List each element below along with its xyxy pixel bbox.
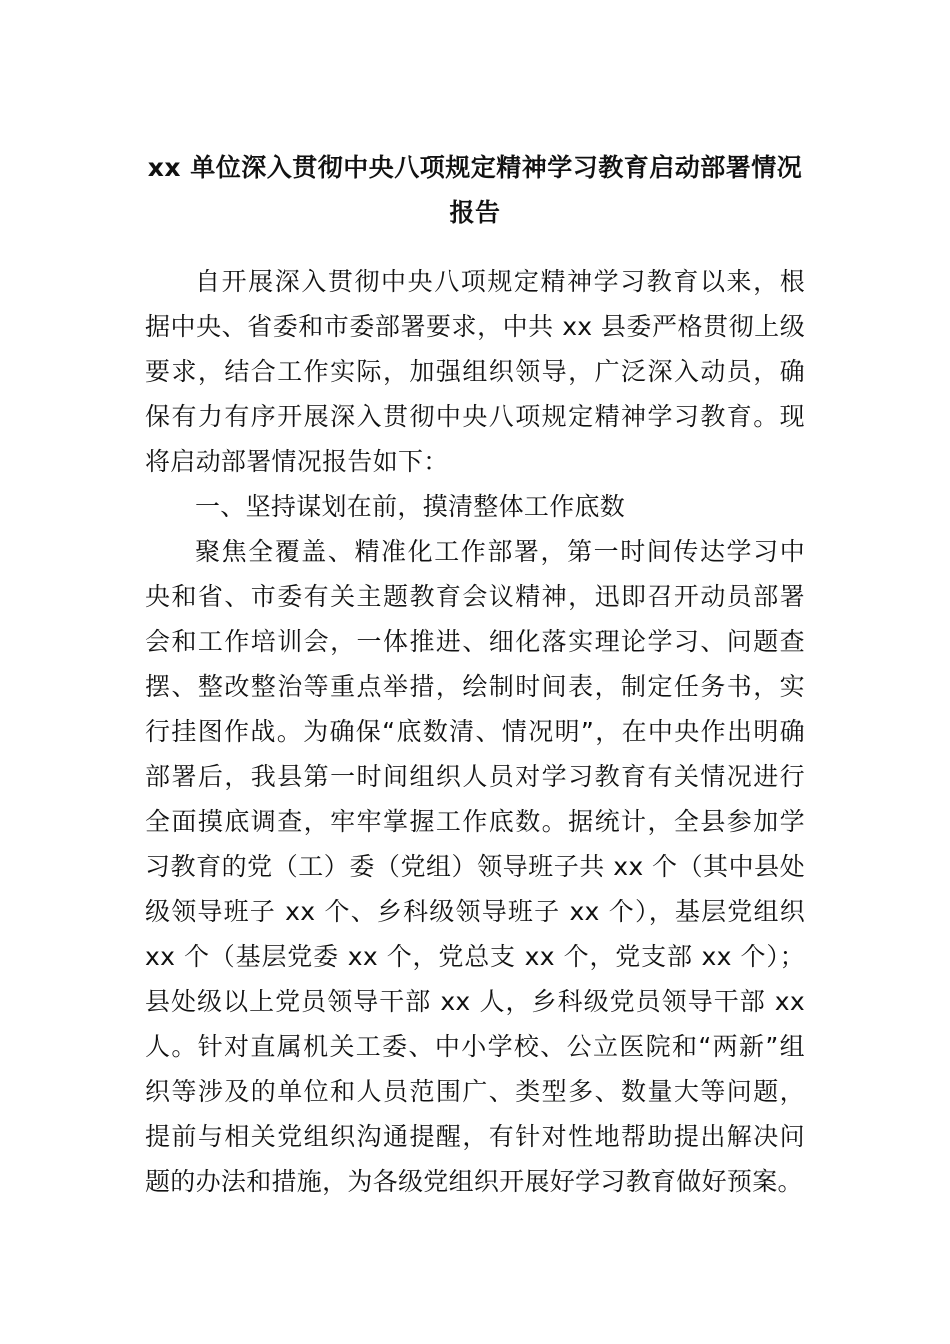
- paragraph-1-line-1: 自开展深入贯彻中央八项规定精神学习教育以来，根: [195, 267, 805, 296]
- paragraph-3-line-2: 央和省、市委有关主题教育会议精神，迅即召开动员部署: [145, 582, 805, 611]
- paragraph-3-line-9: 级领导班子 xx 个、乡科级领导班子 xx 个），基层党组织: [145, 897, 805, 926]
- paragraph-3-line-4: 摆、整改整治等重点举措，绘制时间表，制定任务书，实: [145, 672, 805, 701]
- paragraph-3-line-12: 人。针对直属机关工委、中小学校、公立医院和“两新”组: [145, 1032, 805, 1061]
- section-heading-1: 一、坚持谋划在前，摸清整体工作底数: [195, 492, 626, 521]
- paragraph-3-line-6: 部署后，我县第一时间组织人员对学习教育有关情况进行: [145, 762, 805, 791]
- paragraph-3-line-11: 县处级以上党员领导干部 xx 人，乡科级党员领导干部 xx: [145, 987, 805, 1016]
- paragraph-3-line-7: 全面摸底调查，牢牢掌握工作底数。据统计，全县参加学: [145, 807, 805, 836]
- document-title-line-2: 报告: [449, 198, 501, 227]
- paragraph-1-line-2: 据中央、省委和市委部署要求，中共 xx 县委严格贯彻上级: [145, 312, 805, 341]
- paragraph-3-line-1: 聚焦全覆盖、精准化工作部署，第一时间传达学习中: [195, 537, 805, 566]
- paragraph-3-line-10: xx 个（基层党委 xx 个，党总支 xx 个，党支部 xx 个）；: [145, 942, 805, 971]
- document-title-line-1: xx 单位深入贯彻中央八项规定精神学习教育启动部署情况: [147, 153, 803, 182]
- paragraph-3-line-5: 行挂图作战。为确保“底数清、情况明”，在中央作出明确: [145, 717, 805, 746]
- paragraph-1-line-4: 保有力有序开展深入贯彻中央八项规定精神学习教育。现: [145, 402, 805, 431]
- paragraph-3-line-13: 织等涉及的单位和人员范围广、类型多、数量大等问题，: [145, 1077, 805, 1106]
- paragraph-3-line-8: 习教育的党（工）委（党组）领导班子共 xx 个（其中县处: [145, 852, 805, 881]
- paragraph-1-line-3: 要求，结合工作实际，加强组织领导，广泛深入动员，确: [145, 357, 805, 386]
- paragraph-3-line-3: 会和工作培训会，一体推进、细化落实理论学习、问题查: [145, 627, 805, 656]
- paragraph-1-line-5: 将启动部署情况报告如下：: [145, 447, 449, 476]
- paragraph-3-line-14: 提前与相关党组织沟通提醒，有针对性地帮助提出解决问: [145, 1122, 805, 1151]
- paragraph-3-line-15: 题的办法和措施，为各级党组织开展好学习教育做好预案。: [145, 1167, 803, 1196]
